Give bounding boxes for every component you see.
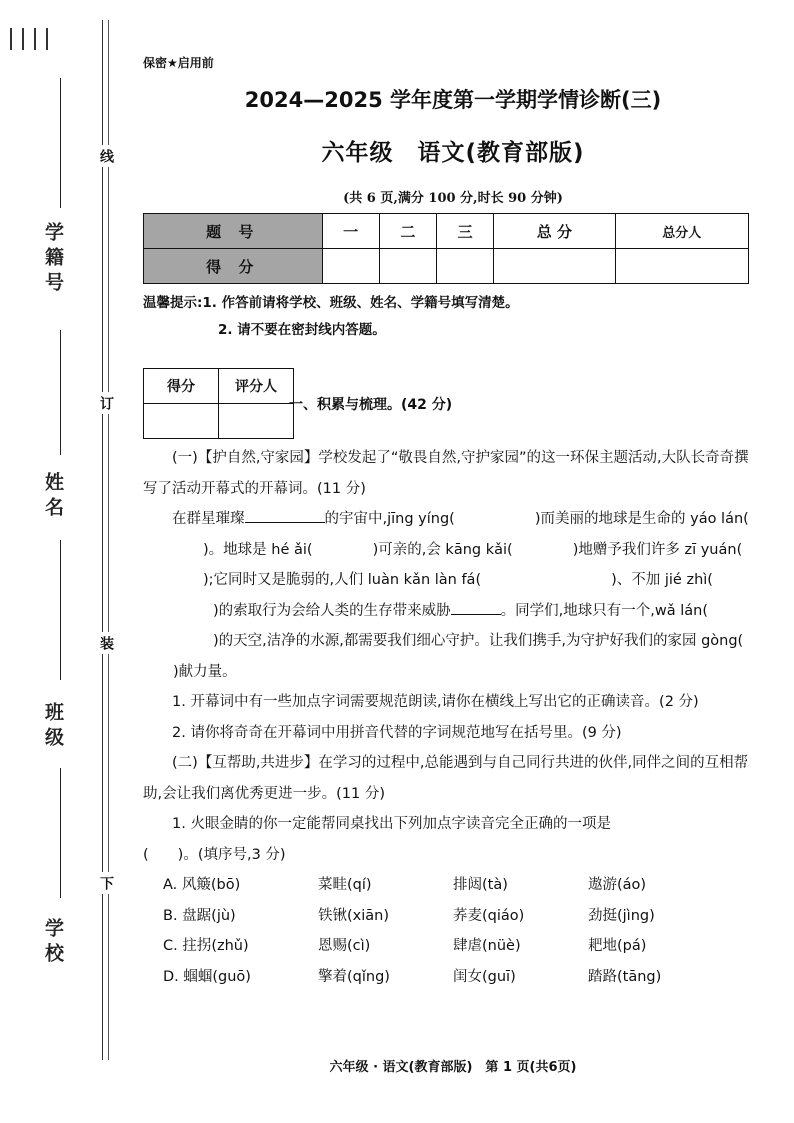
student-id-label: 学籍号 [42,222,64,297]
score-cell[interactable] [494,249,615,284]
tip-line-2: 2. 请不要在密封线内答题。 [218,322,386,338]
fold-char-3: 装 [96,632,116,654]
grader-table [143,368,294,439]
options-grid [143,870,761,992]
speech-text: )、不加 jié zhì( [611,572,713,588]
answer-blank[interactable] [245,522,325,523]
seal-line-inner [108,20,109,1060]
question-2-1-answer: ( )。(填序号,3 分) [143,846,286,863]
option-a-3: 排闼(tà) [453,877,508,893]
option-c-4: 耙地(pá) [588,938,647,954]
school-label: 学校 [42,918,64,968]
score-cell[interactable] [615,249,748,284]
option-b-2: 铁锹(xiān) [318,907,389,924]
page-footer: 六年级 · 语文(教育部版) 第 1 页(共6页) [329,1060,577,1075]
score-cell[interactable] [436,249,493,284]
speech-text: 的宇宙中,jīng yíng( [324,511,455,527]
option-a-4: 遨游(áo) [588,877,647,893]
name-label: 姓名 [42,472,64,522]
student-id-line [60,78,61,208]
speech-text: )献力量。 [173,663,237,680]
score-header-1: 一 [322,214,379,249]
exam-title: 2024—2025 学年度第一学期学情诊断(三) [244,88,662,112]
speech-text: )的索取行为会给人类的生存带来威胁 [213,602,451,619]
question-body [143,443,761,992]
section-1-title: 一、积累与梳理。(42 分) [289,397,453,413]
score-header-label: 题 号 [144,214,323,249]
option-c-3: 肆虐(nüè) [453,938,521,954]
option-b-3: 荞麦(qiáo) [453,907,525,924]
speech-text: )而美丽的地球是生命的 yáo lán( [534,511,749,527]
option-a-1: A. 风簸(bō) [163,877,241,893]
option-d-1: D. 蝈蝈(guō) [163,968,251,985]
option-a-2: 菜畦(qí) [318,877,372,893]
class-line [60,540,61,680]
question-2-1: 1. 火眼金睛的你一定能帮同桌找出下列加点字读音完全正确的一项是 [172,816,611,832]
option-d-3: 闺女(guī) [453,968,516,985]
confidential-mark: 保密★启用前 [143,56,214,70]
option-b-4: 劲挺(jìng) [588,907,655,924]
tips [143,290,763,344]
school-line [60,768,61,898]
option-d-2: 擎着(qǐng) [318,968,390,985]
speech-text: )可亲的,会 kāng kǎi( [372,541,513,558]
grader-score-cell[interactable] [144,404,219,439]
question-1-2: 2. 请你将奇奇在开幕词中用拼音代替的字词规范地写在括号里。(9 分) [172,724,622,741]
exam-subtitle: 六年级 语文(教育部版) [321,140,585,166]
option-d-4: 踏路(tāng) [588,968,662,985]
score-header-total: 总 分 [494,214,615,249]
fold-char-2: 订 [96,392,116,414]
score-header-grader: 总分人 [615,214,748,249]
score-header-2: 二 [379,214,436,249]
speech-text: )地赠予我们许多 zī yuán( [572,541,743,558]
option-c-1: C. 拄拐(zhǔ) [163,938,249,954]
score-header-3: 三 [436,214,493,249]
question-1-1: 1. 开幕词中有一些加点字词需要规范朗读,请你在横线上写出它的正确读音。(2 分) [172,694,699,710]
fold-char-1: 线 [96,145,116,167]
speech-text: );它同时又是脆弱的,人们 luàn kǎn làn fá( [203,572,482,588]
grader-name-cell[interactable] [219,404,294,439]
name-line [60,330,61,455]
seal-line [102,20,103,1060]
grader-score-label: 得分 [144,369,219,404]
edge-marks [0,0,48,54]
part-2-intro: (二)【互帮助,共进步】在学习的过程中,总能遇到与自己同行共进的伙伴,同伴之间的互相帮助,会让我们离优秀更进一步。(11 分) [143,755,749,802]
fold-char-4: 下 [96,872,116,894]
option-b-1: B. 盘踞(jù) [163,907,236,924]
speech-text: )的天空,洁净的水源,都需要我们细心守护。让我们携手,为守护好我们的家园 gòng( [213,633,744,649]
score-cell[interactable] [322,249,379,284]
speech-text: )。地球是 hé ǎi( [203,541,313,558]
score-table [143,213,749,284]
exam-info: (共 6 页,满分 100 分,时长 90 分钟) [343,191,563,206]
score-cell[interactable] [379,249,436,284]
option-c-2: 恩赐(cì) [318,938,371,954]
speech-text: 在群星璀璨 [172,511,245,527]
grader-name-label: 评分人 [219,369,294,404]
answer-blank[interactable] [451,614,501,615]
tip-line-1: 温馨提示:1. 作答前请将学校、班级、姓名、学籍号填写清楚。 [143,295,519,311]
part-1-intro: (一)【护自然,守家园】学校发起了“敬畏自然,守护家园”的这一环保主题活动,大队长奇奇撰写了活动开幕式的开幕词。(11 分) [143,450,749,497]
opening-speech [143,504,761,687]
binding-margin [0,0,130,1123]
class-label: 班级 [42,702,64,752]
score-row-label: 得 分 [144,249,323,284]
speech-text: 。同学们,地球只有一个,wǎ lán( [500,602,708,619]
